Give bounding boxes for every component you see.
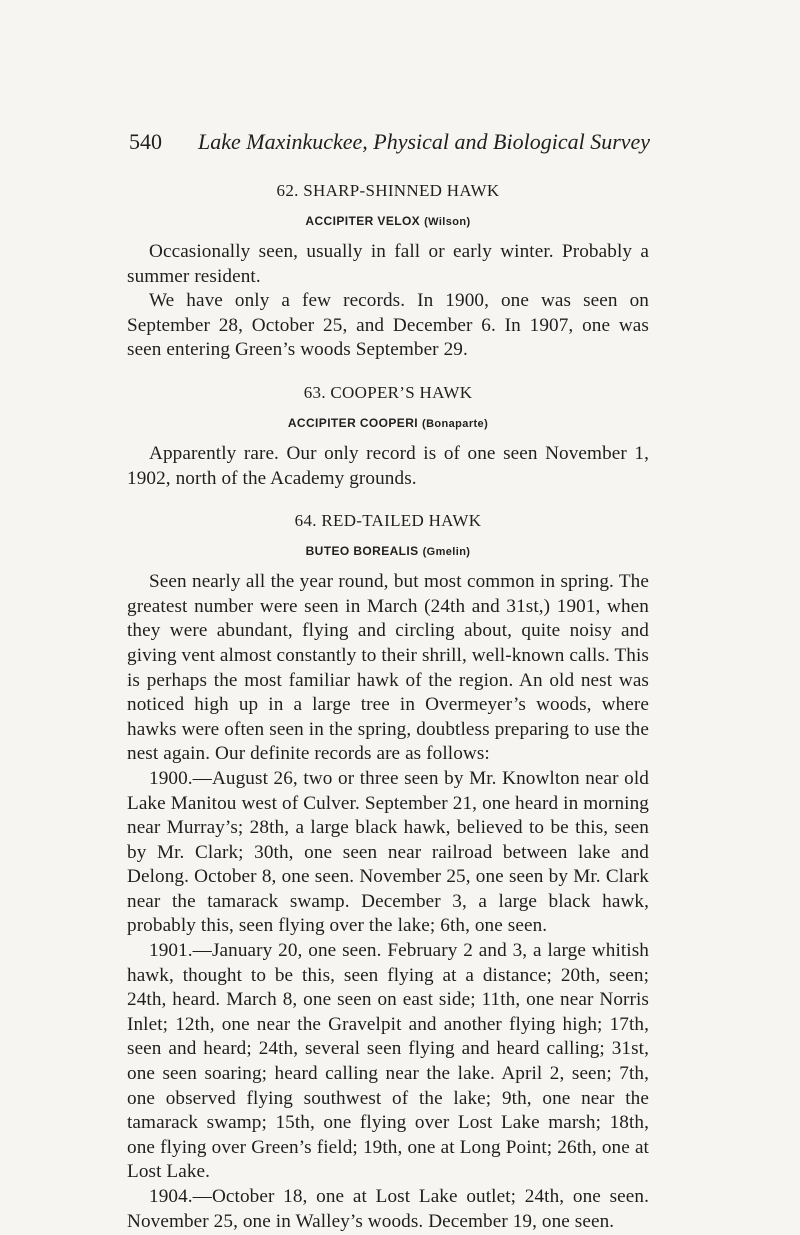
- scientific-name: [127, 415, 649, 432]
- paragraph: Apparently rare. Our only record is of one seen November 1, 1902, north of the Academy grounds.: [127, 442, 649, 489]
- page-body: [127, 180, 649, 1234]
- paragraph: 1901.—January 20, one seen. February 2 and 3, a large whitish hawk, thought to be this, seen flying at a distance; 20th, seen; 24th, heard. March 8, one seen on east side; 11th, one near Norris Inlet; 12th, one near the Gravelpit and another flying high; 17th, seen and heard; 24th, several seen flying and heard calling; 31st, one seen soaring; heard calling near the lake. April 2, seen; 7th, one observed flying southwest of the lake; 9th, one near the tamarack swamp; 15th, one flying over Lost Lake marsh; 18th, one flying over Green’s field; 19th, one at Long Point; 26th, one at Lost Lake.: [127, 940, 649, 1183]
- authority: (Gmelin): [422, 546, 471, 559]
- scientific-name: [127, 543, 649, 560]
- paragraph: Seen nearly all the year round, but most common in spring. The greatest number were seen in March (24th and 31st,) 1901, when they were abundant, flying and circling about, quite noisy and giving vent almost constantly to their shrill, well-known calls. This is perhaps the most familiar hawk of the region. An old nest was noticed high up in a large tree in Overmeyer’s woods, where hawks were often seen in the spring, doubtless preparing to use the nest again. Our definite records are as follows:: [127, 571, 649, 765]
- species-entry-coopers-hawk: [127, 382, 649, 491]
- scientific-name-text: ACCIPITER VELOX: [305, 214, 421, 228]
- scientific-name: [127, 213, 649, 230]
- authority: (Wilson): [424, 216, 471, 228]
- paragraph: Occasionally seen, usually in fall or early winter. Probably a summer resident.: [127, 241, 649, 287]
- authority: (Bonaparte): [422, 417, 489, 430]
- species-entry-red-tailed-hawk: [127, 510, 649, 1234]
- paragraph: We have only a few records. In 1900, one was seen on September 28, October 25, and December 6. In 1907, one was seen entering Green’s woods September 29.: [127, 290, 649, 361]
- scientific-name-text: ACCIPITER COOPERI: [287, 415, 419, 430]
- page-number: 540: [129, 129, 162, 154]
- species-heading: 63. COOPER’S HAWK: [303, 382, 473, 402]
- species-heading: 64. RED-TAILED HAWK: [294, 511, 482, 531]
- paragraph: 1900.—August 26, two or three seen by Mr. Knowlton near old Lake Manitou west of Culver. September 21, one heard in morning near Murray’s; 28th, a large black hawk, believed to be this, seen by Mr. Clark; 30th, one seen near railroad between lake and Delong. October 8, one seen. November 25, one seen by Mr. Clark near the tamarack swamp. December 3, a large black hawk, probably this, seen flying over the lake; 6th, one seen.: [127, 767, 649, 937]
- species-heading: 62. SHARP-SHINNED HAWK: [276, 181, 500, 200]
- paragraph: 1904.—October 18, one at Lost Lake outlet; 24th, one seen. November 25, one in Walley’s woods. December 19, one seen.: [127, 1186, 649, 1232]
- scientific-name-text: BUTEO BOREALIS: [305, 544, 419, 559]
- running-head: [129, 128, 649, 156]
- species-entry-sharp-shinned-hawk: [127, 180, 649, 363]
- running-title: Lake Maxinkuckee, Physical and Biological Survey: [198, 129, 651, 154]
